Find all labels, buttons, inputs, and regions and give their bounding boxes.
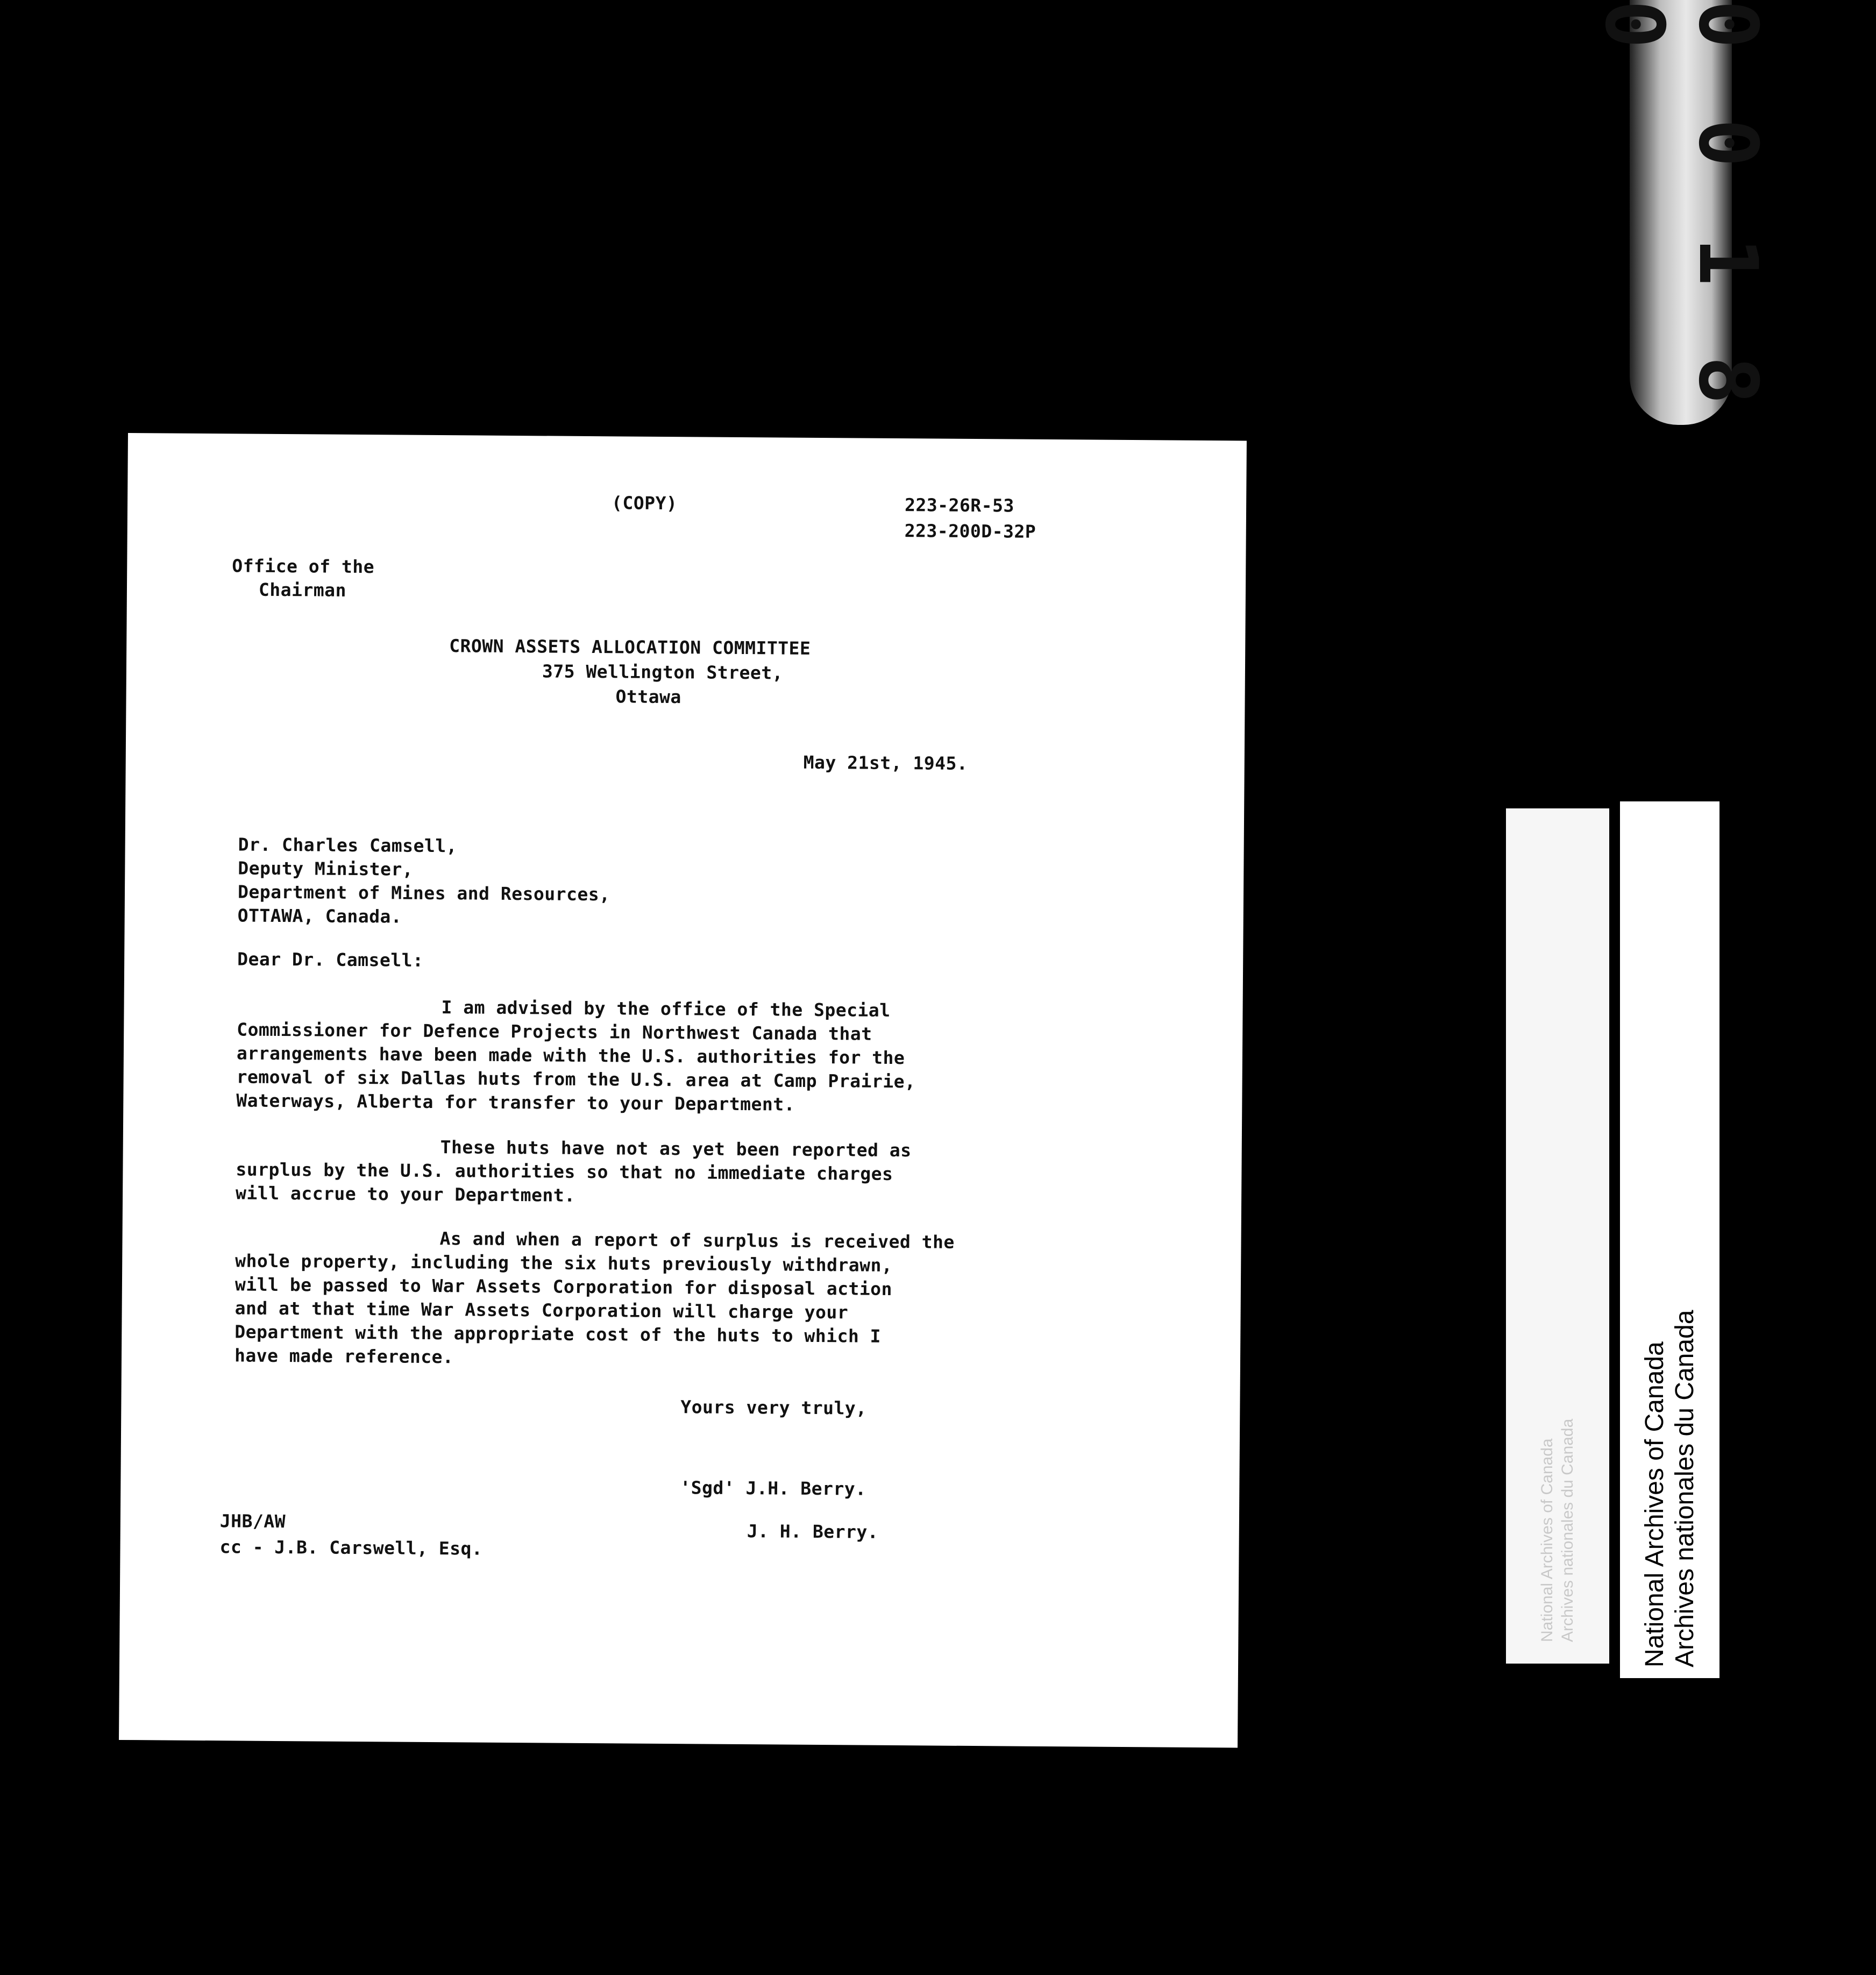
signature-note: 'Sgd' J.H. Berry. [680, 1477, 866, 1500]
faint-label-line-1: National Archives of Canada [1538, 1438, 1556, 1642]
body-line: have made reference. [234, 1345, 454, 1368]
recipient-location: OTTAWA, Canada. [237, 905, 402, 927]
faint-label-line-2: Archives nationales du Canada [1559, 1418, 1576, 1642]
letterhead-organization: CROWN ASSETS ALLOCATION COMMITTEE [449, 635, 811, 659]
recipient-department: Department of Mines and Resources, [237, 881, 610, 905]
body-line: These huts have not as yet been reported as [440, 1136, 912, 1161]
archive-label-english: National Archives of Canada [1640, 1341, 1669, 1667]
body-line: Waterways, Alberta for transfer to your Department. [236, 1090, 795, 1115]
archive-label [1620, 801, 1719, 1678]
body-line: Commissioner for Defence Projects in Northwest Canada that [237, 1019, 872, 1045]
letter-date: May 21st, 1945. [803, 751, 968, 774]
body-line: surplus by the U.S. authorities so that no immediate charges [236, 1159, 893, 1184]
file-reference-1: 223-26R-53 [904, 494, 1014, 516]
body-line: removal of six Dallas huts from the U.S. area at Camp Prairie, [236, 1066, 916, 1092]
typed-signer-name: J. H. Berry. [747, 1521, 879, 1543]
letterhead-street: 375 Wellington Street, [542, 660, 784, 684]
recipient-title: Deputy Minister, [238, 857, 414, 880]
sender-office-line-2: Chairman [258, 579, 347, 601]
file-reference-2: 223-200D-32P [904, 520, 1036, 542]
body-line: arrangements have been made with the U.S. authorities for the [236, 1042, 905, 1069]
valediction: Yours very truly, [680, 1396, 867, 1419]
frame-number: 0 0 1 8 0 [1587, 0, 1774, 416]
frame-counter [1587, 0, 1774, 425]
letter-page [119, 433, 1247, 1747]
recipient-name: Dr. Charles Camsell, [238, 834, 458, 857]
body-line: Department with the appropriate cost of the huts to which I [234, 1321, 882, 1347]
sender-office-line-1: Office of the [232, 555, 375, 578]
body-line: As and when a report of surplus is received the [439, 1228, 955, 1253]
body-line: whole property, including the six huts previously withdrawn, [235, 1250, 893, 1276]
archive-label-strip [1620, 801, 1719, 1678]
body-line: and at that time War Assets Corporation will charge your [234, 1297, 849, 1323]
salutation: Dear Dr. Camsell: [237, 948, 424, 971]
archive-label-french: Archives nationales du Canada [1670, 1310, 1699, 1667]
faint-archive-label [1506, 808, 1609, 1664]
body-line: I am advised by the office of the Special [441, 997, 891, 1021]
carbon-copy-line: cc - J.B. Carswell, Esq. [219, 1536, 483, 1559]
typist-initials: JHB/AW [219, 1510, 286, 1532]
copy-mark: (COPY) [611, 492, 678, 514]
body-line: will accrue to your Department. [236, 1182, 575, 1206]
letterhead-city: Ottawa [615, 686, 681, 708]
body-line: will be passed to War Assets Corporation for disposal action [234, 1274, 893, 1299]
archive-target-strip [1506, 808, 1609, 1664]
